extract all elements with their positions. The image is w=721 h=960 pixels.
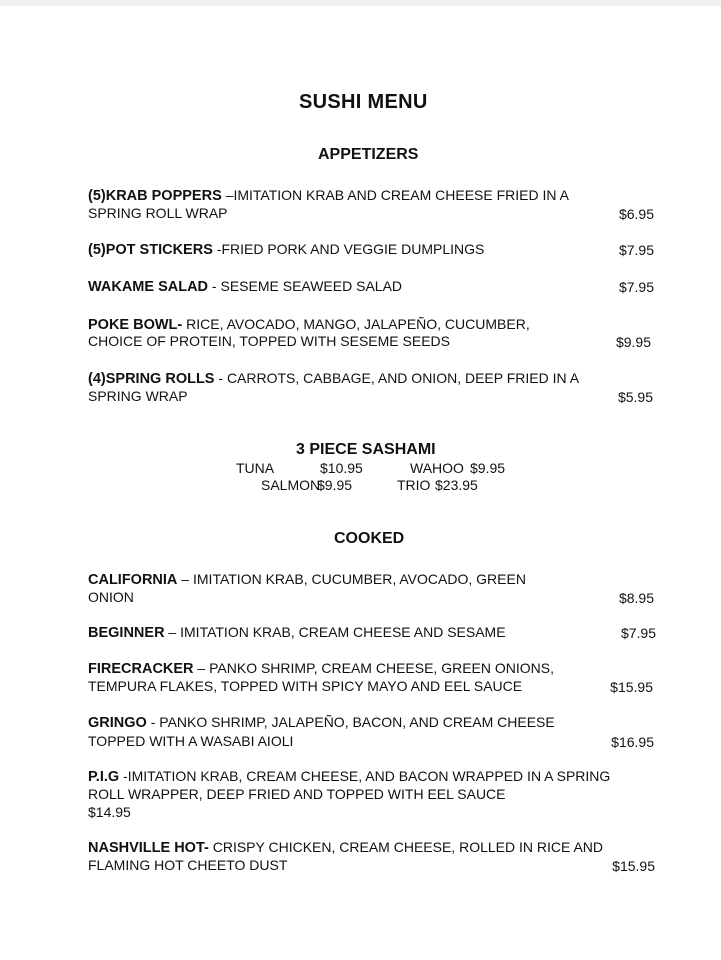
item-separator: – [164, 624, 181, 640]
sashimi-wahoo-label: WAHOO [410, 460, 464, 476]
menu-item-beginner [88, 624, 506, 642]
item-name: (5)POT STICKERS [88, 242, 213, 258]
sashimi-salmon-label: SALMON [261, 477, 321, 493]
item-name: FIRECRACKER [88, 661, 194, 677]
menu-item-gringo [88, 714, 555, 732]
menu-item-krab-poppers [88, 187, 569, 205]
item-name: WAKAME SALAD [88, 279, 209, 295]
menu-item-spring-rolls [88, 370, 579, 388]
item-description: CRISPY CHICKEN, CREAM CHEESE, ROLLED IN RICE AND [212, 839, 604, 855]
item-description: PANKO SHRIMP, CREAM CHEESE, GREEN ONIONS, [209, 660, 554, 676]
item-description-continued: SPRING WRAP [88, 388, 188, 404]
item-description: FRIED PORK AND VEGGIE DUMPLINGS [221, 241, 485, 257]
item-price: $7.95 [618, 279, 654, 295]
item-price: $5.95 [617, 389, 653, 405]
sashimi-tuna-label: TUNA [236, 460, 275, 476]
menu-item-wakame-salad [88, 278, 402, 296]
item-name: POKE BOWL- [88, 317, 183, 333]
item-description: SESEME SEAWEED SALAD [220, 278, 403, 294]
menu-item-poke-bowl [88, 316, 530, 334]
cooked-heading: COOKED [334, 530, 405, 547]
item-separator: - [208, 278, 221, 294]
item-description-continued: ROLL WRAPPER, DEEP FRIED AND TOPPED WITH EEL SAUCE [88, 786, 506, 802]
item-description: IMITATION KRAB, CREAM CHEESE AND SESAME [180, 624, 506, 640]
item-name: (5)KRAB POPPERS [88, 188, 222, 204]
menu-item-pot-stickers [88, 241, 484, 259]
sashimi-salmon-price: $9.95 [317, 477, 353, 493]
sashimi-wahoo-price: $9.95 [470, 460, 506, 476]
item-description-continued: TEMPURA FLAKES, TOPPED WITH SPICY MAYO AND EEL SAUCE [88, 678, 523, 694]
item-separator: - [214, 370, 227, 386]
item-description: CARROTS, CABBAGE, AND ONION, DEEP FRIED IN A [226, 370, 580, 386]
item-description-continued: SPRING ROLL WRAP [88, 205, 228, 221]
item-name: (4)SPRING ROLLS [88, 371, 215, 387]
item-description-continued: TOPPED WITH A WASABI AIOLI [88, 733, 294, 749]
item-description: PANKO SHRIMP, JALAPEÑO, BACON, AND CREAM CHEESE [159, 714, 555, 730]
item-name: NASHVILLE HOT- [88, 840, 209, 856]
item-separator: - [212, 241, 222, 257]
item-price: $15.95 [612, 858, 655, 874]
item-price: $14.95 [88, 804, 131, 820]
menu-title: SUSHI MENU [299, 91, 428, 113]
sashimi-trio-price: $23.95 [435, 477, 478, 493]
item-name: GRINGO [88, 715, 147, 731]
sashimi-tuna-price: $10.95 [320, 460, 363, 476]
item-description: IMITATION KRAB, CREAM CHEESE, AND BACON WRAPPED IN A SPRING [127, 768, 611, 784]
item-price: $9.95 [615, 334, 651, 350]
appetizers-heading: APPETIZERS [318, 146, 419, 163]
item-separator: – [177, 571, 193, 587]
item-description: IMITATION KRAB AND CREAM CHEESE FRIED IN A [233, 187, 569, 203]
item-separator: - [146, 714, 160, 730]
menu-item-firecracker [88, 660, 554, 678]
item-description-continued: ONION [88, 589, 134, 605]
item-price: $6.95 [618, 206, 654, 222]
item-price: $7.95 [620, 625, 656, 641]
item-name: P.I.G [88, 769, 120, 785]
item-name: CALIFORNIA [88, 572, 178, 588]
item-description-continued: CHOICE OF PROTEIN, TOPPED WITH SESEME SEEDS [88, 333, 450, 349]
item-separator: – [193, 660, 210, 676]
sashimi-heading: 3 PIECE SASHAMI [296, 441, 436, 458]
item-description: RICE, AVOCADO, MANGO, JALAPEÑO, CUCUMBER, [186, 316, 530, 332]
menu-item-california [88, 571, 526, 589]
sashimi-trio-label: TRIO [397, 477, 431, 493]
menu-item-pig [88, 768, 610, 786]
item-separator: - [119, 768, 128, 784]
item-price: $8.95 [618, 590, 654, 606]
item-separator: – [221, 187, 234, 203]
item-price: $16.95 [611, 734, 654, 750]
item-description-continued: FLAMING HOT CHEETO DUST [88, 857, 288, 873]
menu-item-nashville-hot [88, 839, 603, 857]
item-price: $7.95 [618, 242, 654, 258]
item-name: BEGINNER [88, 625, 165, 641]
item-price: $15.95 [610, 679, 653, 695]
item-description: IMITATION KRAB, CUCUMBER, AVOCADO, GREEN [193, 571, 526, 587]
